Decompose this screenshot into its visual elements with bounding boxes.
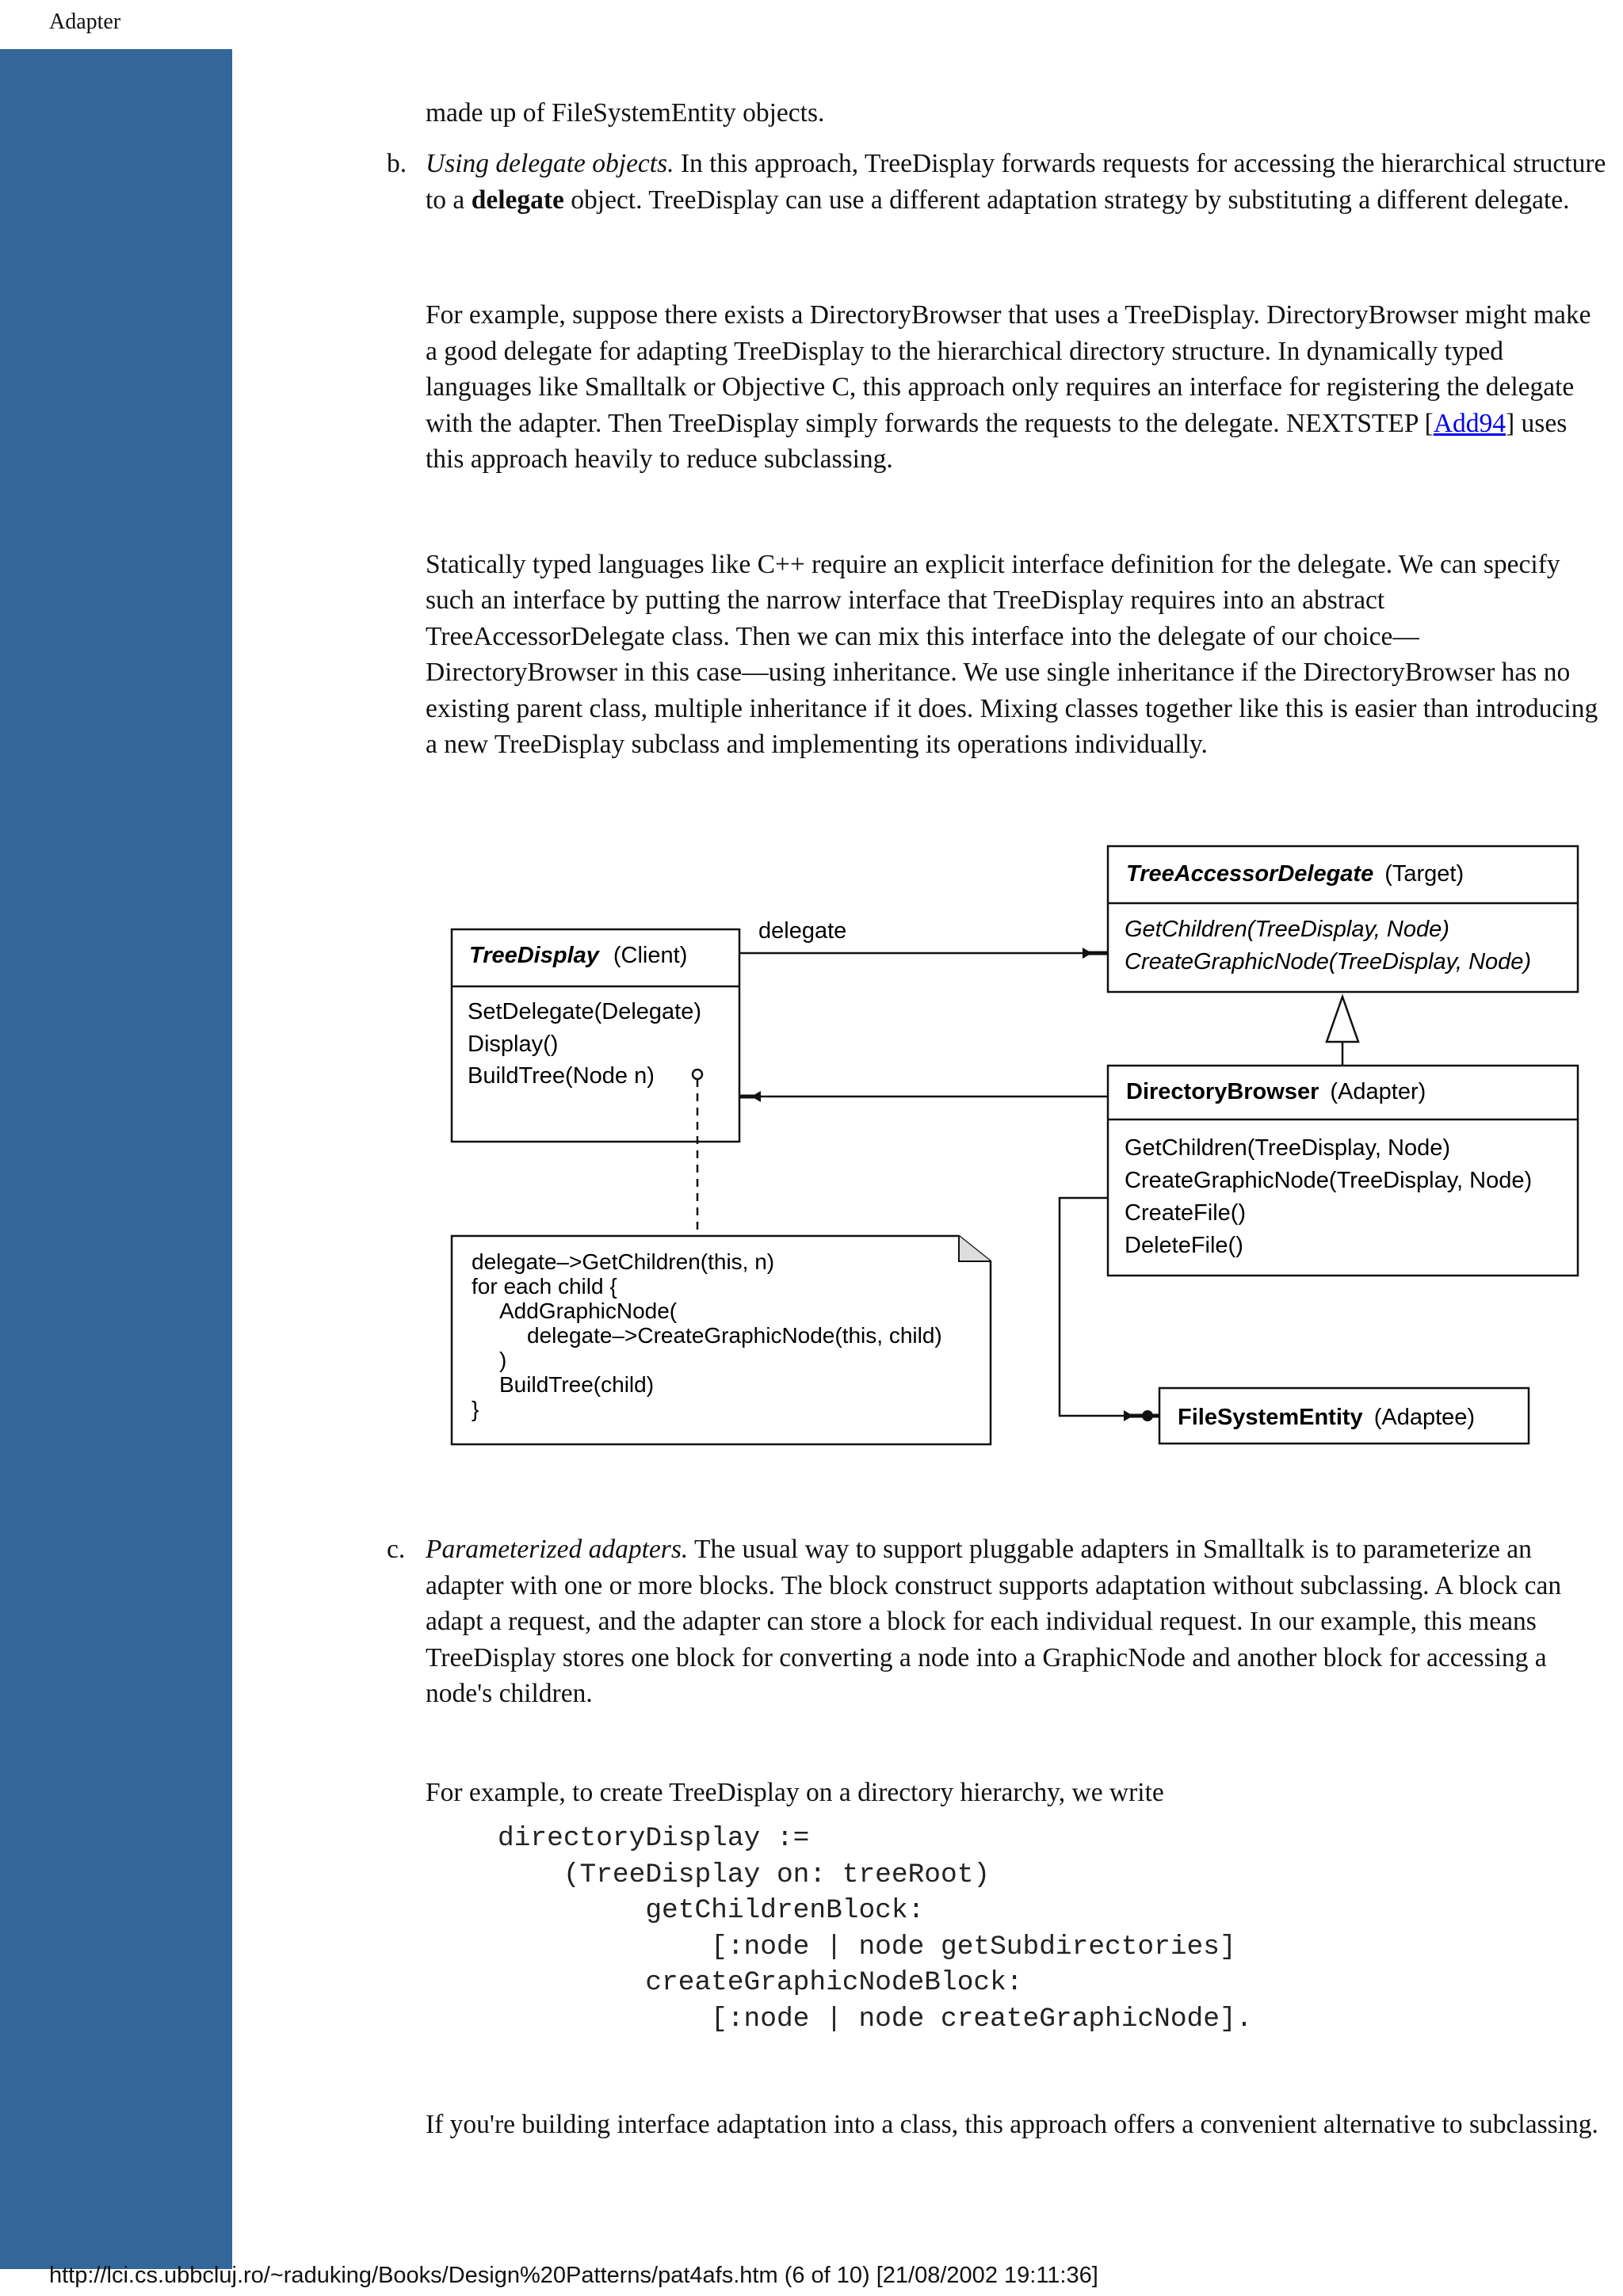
accessor-role: (Target) (1384, 861, 1465, 887)
item-b-bold: delegate (471, 185, 564, 215)
browser-name: DirectoryBrowser (1126, 1079, 1319, 1104)
inheritance-arrow (1327, 997, 1358, 1066)
item-b-text-1: In this approach, TreeDisplay forwards requests for accessing the hierarchical structure to a (426, 149, 1606, 215)
directorybrowser-class (1108, 1066, 1578, 1276)
filesystementity-class (1159, 1388, 1529, 1444)
browser-op-4: DeleteFile() (1125, 1233, 1243, 1258)
treedisplay-op-3: BuildTree(Node n) (468, 1063, 655, 1089)
treedisplay-role: (Client) (613, 943, 688, 968)
note-line-3: AddGraphicNode( (499, 1299, 678, 1323)
note-line-2: for each child { (472, 1274, 617, 1299)
item-b-marker: b. (387, 149, 407, 178)
accessor-name: TreeAccessorDelegate (1126, 861, 1374, 887)
add94-link[interactable]: Add94 (1433, 408, 1507, 438)
item-c-text: The usual way to support pluggable adapters in Smalltalk is to parameterize an adapter with one or more blocks. The block construct supports adaptation without subclassing. A block can adapt a request, and the adapter can store a block for each individual request. In our example, this means TreeDisplay stores one block for converting a node into a GraphicNode and another block for accessing a node's children. (426, 1535, 1562, 1708)
footer-url: http://lci.cs.ubbcluj.ro/~raduking/Books/Design%20Patterns/pat4afs.htm (6 of 10) [21/08/2002 19:11:36] (49, 2263, 1098, 2288)
note-box (452, 1236, 991, 1444)
intro-text: made up of FileSystemEntity objects. (426, 97, 825, 128)
page-header-title: Adapter (49, 10, 121, 34)
item-b-para2-b: ] uses this approach heavily to reduce subclassing. (426, 408, 1568, 474)
treedisplay-class (452, 929, 739, 1142)
treedisplay-op-2: Display() (468, 1032, 559, 1057)
code-block: directoryDisplay := (TreeDisplay on: treeRoot) getChildrenBlock: [:node | node getSubdirectories] createGraphicNodeBlock: [:node | node createGraphicNode]. (498, 1823, 1253, 2035)
item-c-lead: Parameterized adapters. (426, 1535, 689, 1564)
note-line-4: delegate–>CreateGraphicNode(this, child) (527, 1323, 942, 1348)
note-line-1: delegate–>GetChildren(this, n) (472, 1249, 775, 1274)
note-line-5: ) (499, 1348, 507, 1372)
note-line-7: } (472, 1397, 479, 1421)
accessor-op-2: CreateGraphicNode(TreeDisplay, Node) (1125, 949, 1532, 974)
entity-name: FileSystemEntity (1178, 1405, 1363, 1430)
item-c-paragraph (387, 1531, 1606, 1712)
svg-text:TreeDisplay(Client) (469, 943, 687, 968)
browser-op-2: CreateGraphicNode(TreeDisplay, Node) (1125, 1168, 1533, 1193)
delegate-association (739, 918, 1108, 959)
item-c-marker: c. (387, 1535, 406, 1564)
treeaccessordelegate-class (1108, 846, 1578, 992)
treedisplay-name: TreeDisplay (469, 943, 599, 968)
svg-text:FileSystemEntity(Adaptee) (1178, 1405, 1475, 1430)
note-line-6: BuildTree(child) (499, 1372, 655, 1397)
svg-text:TreeAccessorDelegate(Target) (1126, 861, 1464, 887)
delegate-label: delegate (758, 918, 847, 944)
browser-role: (Adapter) (1330, 1079, 1426, 1104)
entity-role: (Adaptee) (1373, 1405, 1476, 1430)
svg-text:DirectoryBrowser(Adapter) (1126, 1079, 1426, 1104)
item-c-paragraph-2: For example, to create TreeDisplay on a directory hierarchy, we write (426, 1777, 1164, 1807)
item-b-para2-a: For example, suppose there exists a DirectoryBrowser that uses a TreeDisplay. DirectoryBrowser might make a good delegate for adapting TreeDisplay to the hierarchical directory structure. In dynamically typed languages like Smalltalk or Objective C, this approach only requires an interface for registering the delegate with the adapter. Then TreeDisplay simply forwards the requests to the delegate. NEXTSTEP [ (426, 300, 1591, 438)
item-c-paragraph-3: If you're building interface adaptation into a class, this approach offers a convenient alternative to subclassing. (426, 2109, 1598, 2139)
treedisplay-op-1: SetDelegate(Delegate) (468, 999, 702, 1024)
browser-to-treedisplay-association (739, 1091, 1108, 1102)
browser-op-3: CreateFile() (1125, 1200, 1247, 1226)
item-b-lead: Using delegate objects. (426, 149, 674, 178)
item-b-paragraph-3: Statically typed languages like C++ require an explicit interface definition for the delegate. We can specify such an interface by putting the narrow interface that TreeDisplay requires into an abstract TreeAccessorDelegate class. Then we can mix this interface into the delegate of our choice—DirectoryBrowser in this case—using inheritance. We use single inheritance if the DirectoryBrowser has no existing parent class, multiple inheritance if it does. Mixing classes together like this is easier than introducing a new TreeDisplay subclass and implementing its operations individually. (426, 549, 1598, 759)
browser-op-1: GetChildren(TreeDisplay, Node) (1125, 1135, 1450, 1161)
item-b-text-2: object. TreeDisplay can use a different adaptation strategy by substituting a different delegate. (563, 185, 1570, 215)
accessor-op-1: GetChildren(TreeDisplay, Node) (1125, 917, 1449, 942)
